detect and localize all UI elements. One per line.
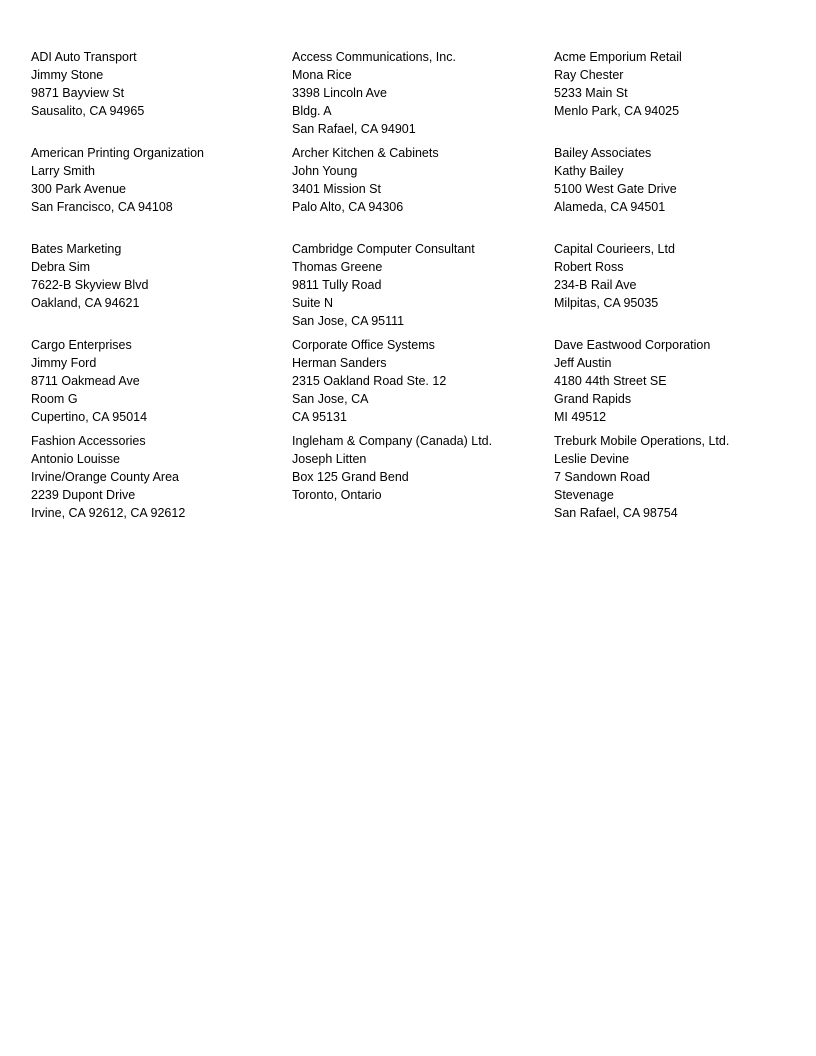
company-name: Archer Kitchen & Cabinets — [292, 146, 439, 160]
company-name: ADI Auto Transport — [31, 50, 137, 64]
contact-name: Herman Sanders — [292, 356, 387, 370]
company-name: Bates Marketing — [31, 242, 122, 256]
city-state-zip: San Rafael, CA 98754 — [554, 506, 678, 520]
state-zip: CA 95131 — [292, 410, 347, 424]
company-name: Fashion Accessories — [31, 434, 146, 448]
city-state-zip: San Rafael, CA 94901 — [292, 122, 416, 136]
street-address: 8711 Oakmead Ave — [31, 374, 140, 388]
company-name: Access Communications, Inc. — [292, 50, 456, 64]
city-state-zip: Alameda, CA 94501 — [554, 200, 666, 214]
address-label — [292, 144, 547, 216]
company-name: Cargo Enterprises — [31, 338, 132, 352]
company-name: Corporate Office Systems — [292, 338, 435, 352]
contact-name: Larry Smith — [31, 164, 95, 178]
address-label — [31, 240, 286, 312]
contact-name: Jimmy Ford — [31, 356, 97, 370]
area: Irvine/Orange County Area — [31, 470, 179, 484]
contact-name: Ray Chester — [554, 68, 624, 82]
address-label — [554, 432, 809, 522]
city-state-zip: Palo Alto, CA 94306 — [292, 200, 404, 214]
street-address: Box 125 Grand Bend — [292, 470, 409, 484]
contact-name: Debra Sim — [31, 260, 91, 274]
address-label — [554, 144, 809, 216]
address-label — [554, 48, 809, 120]
contact-name: Antonio Louisse — [31, 452, 120, 466]
address-line-2: Bldg. A — [292, 104, 332, 118]
city-state-zip: Oakland, CA 94621 — [31, 296, 140, 310]
city-province: Toronto, Ontario — [292, 488, 382, 502]
company-name: Dave Eastwood Corporation — [554, 338, 711, 352]
street-address: 300 Park Avenue — [31, 182, 126, 196]
city-state-zip: Menlo Park, CA 94025 — [554, 104, 680, 118]
street-address: 5100 West Gate Drive — [554, 182, 677, 196]
street-address: 7 Sandown Road — [554, 470, 650, 484]
company-name: Cambridge Computer Consultant — [292, 242, 475, 256]
company-name: American Printing Organization — [31, 146, 204, 160]
city: Stevenage — [554, 488, 614, 502]
street-address: 3398 Lincoln Ave — [292, 86, 387, 100]
company-name: Acme Emporium Retail — [554, 50, 682, 64]
contact-name: Jeff Austin — [554, 356, 612, 370]
street-address: 7622-B Skyview Blvd — [31, 278, 149, 292]
contact-name: Mona Rice — [292, 68, 352, 82]
state-zip: MI 49512 — [554, 410, 607, 424]
address-label — [554, 336, 809, 426]
city-state-zip: San Jose, CA 95111 — [292, 314, 405, 328]
address-label — [292, 48, 547, 138]
city-state-zip: Cupertino, CA 95014 — [31, 410, 148, 424]
address-line-2: Suite N — [292, 296, 333, 310]
company-name: Treburk Mobile Operations, Ltd. — [554, 434, 730, 448]
address-label — [31, 336, 286, 426]
contact-name: Jimmy Stone — [31, 68, 104, 82]
address-line-2: Room G — [31, 392, 78, 406]
street-address: 2239 Dupont Drive — [31, 488, 136, 502]
address-label — [292, 432, 547, 504]
street-address: 2315 Oakland Road Ste. 12 — [292, 374, 447, 388]
city-state-zip: San Francisco, CA 94108 — [31, 200, 173, 214]
contact-name: Leslie Devine — [554, 452, 630, 466]
city-state-zip: Sausalito, CA 94965 — [31, 104, 145, 118]
city-state-zip: Milpitas, CA 95035 — [554, 296, 659, 310]
address-label — [292, 240, 547, 330]
address-label — [31, 144, 286, 216]
company-name: Ingleham & Company (Canada) Ltd. — [292, 434, 493, 448]
street-address: 5233 Main St — [554, 86, 628, 100]
city-state: San Jose, CA — [292, 392, 369, 406]
contact-name: John Young — [292, 164, 358, 178]
city-state-zip: Irvine, CA 92612, CA 92612 — [31, 506, 186, 520]
address-label — [31, 432, 286, 522]
company-name: Bailey Associates — [554, 146, 652, 160]
contact-name: Thomas Greene — [292, 260, 383, 274]
address-label — [292, 336, 547, 426]
street-address: 234-B Rail Ave — [554, 278, 637, 292]
street-address: 9871 Bayview St — [31, 86, 125, 100]
address-label — [31, 48, 286, 120]
contact-name: Joseph Litten — [292, 452, 367, 466]
address-label — [554, 240, 809, 312]
street-address: 4180 44th Street SE — [554, 374, 667, 388]
street-address: 3401 Mission St — [292, 182, 381, 196]
company-name: Capital Courieers, Ltd — [554, 242, 675, 256]
contact-name: Kathy Bailey — [554, 164, 624, 178]
contact-name: Robert Ross — [554, 260, 624, 274]
street-address: 9811 Tully Road — [292, 278, 382, 292]
city: Grand Rapids — [554, 392, 632, 406]
